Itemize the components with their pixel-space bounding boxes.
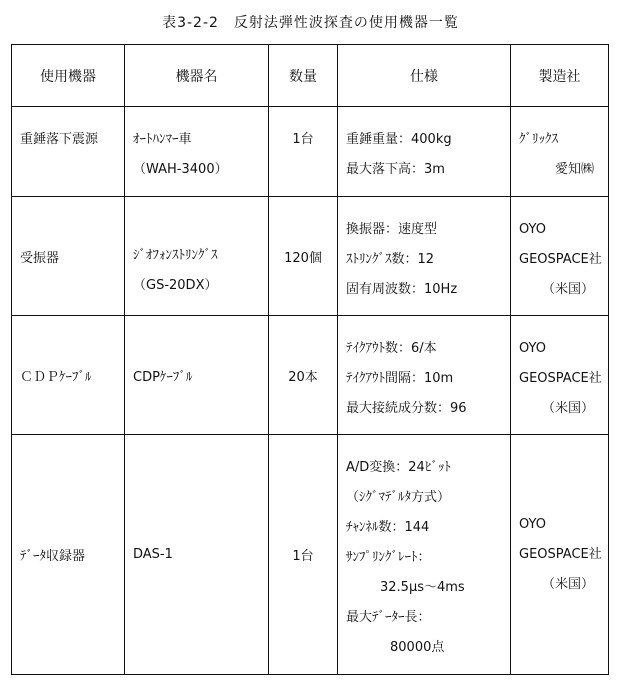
cell-spec — [338, 435, 511, 675]
cell-model — [125, 316, 269, 435]
maker-line: OYO — [519, 341, 546, 356]
maker-line: OYO — [519, 222, 546, 237]
maker-line: OYO — [519, 516, 546, 532]
model-line: ｼﾞｵﾌｫﾝｽﾄﾘﾝｸﾞｽ — [133, 248, 218, 263]
cell-maker — [511, 316, 609, 435]
model-line: CDPｹｰﾌﾞﾙ — [133, 369, 193, 385]
spec-line: ｽﾄﾘﾝｸﾞｽ数：12 — [346, 252, 435, 267]
cell-maker — [511, 435, 609, 675]
device-name: 重錘落下震源 — [20, 132, 99, 147]
maker-line: GEOSPACE社 — [519, 546, 602, 562]
cell-qty — [269, 435, 338, 675]
cell-model — [125, 107, 269, 197]
header-maker: 製造社 — [511, 45, 609, 107]
header-spec: 仕様 — [338, 45, 511, 107]
spec-line: ﾃｲｸｱｳﾄ間隔：10m — [346, 371, 454, 386]
maker-line: 愛知㈱ — [554, 162, 594, 177]
spec-line: 重錘重量：400kg — [346, 132, 452, 147]
cell-spec — [338, 107, 511, 197]
equipment-table — [11, 44, 609, 675]
header-model: 機器名 — [125, 45, 269, 107]
model-line: DAS-1 — [133, 547, 173, 562]
spec-line: 80000点 — [390, 640, 445, 655]
spec-line: A/D変換：24ﾋﾞｯﾄ — [346, 460, 451, 475]
header-device: 使用機器 — [12, 45, 125, 107]
model-line: ｵｰﾄﾊﾝﾏｰ車 — [133, 132, 192, 147]
cell-device — [12, 435, 125, 675]
cell-device — [12, 107, 125, 197]
device-name: 受振器 — [20, 250, 60, 266]
table-row — [12, 107, 609, 197]
spec-line: ﾁｬﾝﾈﾙ数：144 — [346, 520, 430, 535]
device-name: ＣＤＰｹｰﾌﾞﾙ — [20, 369, 92, 385]
cell-maker — [511, 107, 609, 197]
model-line: （WAH-3400） — [133, 162, 228, 177]
maker-line: GEOSPACE社 — [519, 252, 602, 267]
qty-value: 1台 — [292, 549, 314, 564]
cell-qty — [269, 197, 338, 316]
header-qty: 数量 — [269, 45, 338, 107]
spec-line: 固有周波数：10Hz — [346, 282, 458, 297]
cell-spec — [338, 197, 511, 316]
spec-line: 換振器：速度型 — [346, 222, 438, 237]
maker-line: ｸﾞﾘｯｸｽ — [519, 132, 558, 147]
cell-device — [12, 197, 125, 316]
spec-line: 最大接続成分数：96 — [346, 401, 467, 416]
qty-value: 120個 — [284, 250, 322, 266]
spec-line: ﾃｲｸｱｳﾄ数：6/本 — [346, 341, 437, 356]
cell-device — [12, 316, 125, 435]
cell-maker — [511, 197, 609, 316]
table-row — [12, 316, 609, 435]
cell-model — [125, 435, 269, 675]
table-row — [12, 435, 609, 675]
maker-line: （米国） — [541, 576, 594, 592]
cell-qty — [269, 107, 338, 197]
spec-line: 32.5μs～4ms — [380, 580, 465, 595]
cell-spec — [338, 316, 511, 435]
table-header-row — [12, 45, 609, 107]
table-row — [12, 197, 609, 316]
spec-line: 最大ﾃﾞｰﾀｰ長： — [346, 610, 431, 625]
maker-line: （米国） — [541, 282, 594, 297]
device-name: ﾃﾞｰﾀ収録器 — [20, 549, 86, 564]
spec-line: ｻﾝﾌﾟﾘﾝｸﾞﾚｰﾄ： — [346, 550, 431, 565]
cell-model — [125, 197, 269, 316]
qty-value: 1台 — [292, 132, 314, 147]
cell-qty — [269, 316, 338, 435]
spec-line: 最大落下高：3m — [346, 162, 445, 177]
model-line: （GS-20DX） — [133, 278, 218, 293]
spec-line: （ｼｸﾞﾏﾃﾞﾙﾀ方式） — [346, 490, 451, 505]
maker-line: GEOSPACE社 — [519, 371, 602, 386]
maker-line: （米国） — [541, 401, 594, 416]
qty-value: 20本 — [288, 369, 318, 385]
table-title: 表3-2-2 反射法弾性波探査の使用機器一覧 — [162, 15, 459, 31]
